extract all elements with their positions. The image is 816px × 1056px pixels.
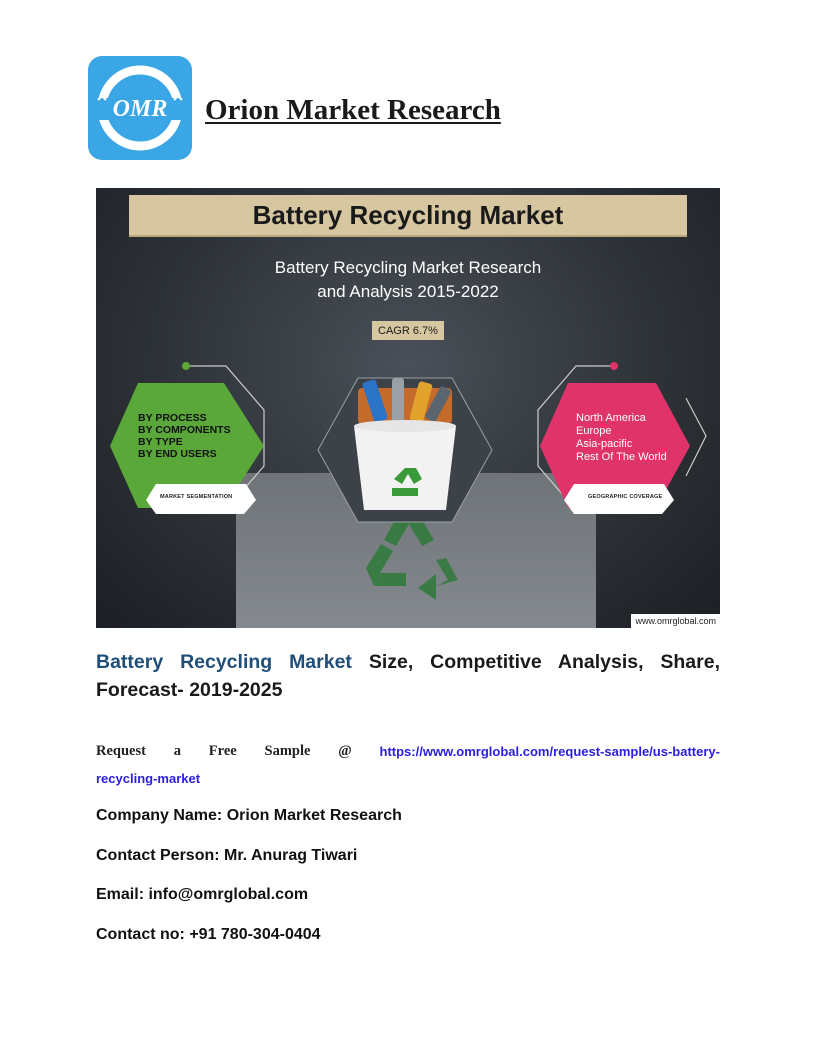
geography-item: Asia-pacific — [576, 438, 633, 450]
omr-logo — [88, 56, 192, 160]
company-title[interactable]: Orion Market Research — [205, 94, 501, 126]
email: Email: info@omrglobal.com — [96, 886, 309, 903]
segmentation-item: BY PROCESS — [138, 412, 207, 424]
sample-word: Request — [96, 743, 146, 759]
geography-item: Rest Of The World — [576, 451, 667, 463]
segmentation-item: BY END USERS — [138, 448, 217, 460]
banner-title: Battery Recycling Market — [129, 195, 687, 235]
contact-person: Contact Person: Mr. Anurag Tiwari — [96, 847, 358, 864]
banner-image — [96, 188, 720, 628]
segmentation-caption: MARKET SEGMENTATION — [160, 494, 233, 500]
sample-word: a — [173, 743, 181, 759]
request-sample-line — [96, 738, 720, 765]
geography-list — [576, 412, 667, 464]
geography-caption: GEOGRAPHIC COVERAGE — [588, 494, 663, 500]
geography-item: North America — [576, 412, 646, 424]
banner-subtitle-line1: Battery Recycling Market Research — [274, 258, 542, 277]
sample-word: Sample — [264, 743, 311, 759]
banner-subtitle — [208, 256, 608, 304]
segmentation-list — [138, 412, 231, 460]
sample-word: @ — [338, 743, 352, 759]
banner-watermark: www.omrglobal.com — [631, 614, 720, 628]
request-sample — [96, 738, 720, 792]
headline-rest: Size, Competitive Analysis, Share, Forecast- 2019-2025 — [96, 651, 720, 701]
headline-accent: Battery Recycling Market — [96, 651, 352, 673]
geography-item: Europe — [576, 425, 612, 437]
banner-subtitle-line2: and Analysis 2015-2022 — [317, 282, 499, 301]
segmentation-item: BY TYPE — [138, 436, 183, 448]
company-name: Company Name: Orion Market Research — [96, 807, 402, 824]
right-dot-icon — [610, 362, 618, 370]
sample-word: Free — [208, 743, 237, 759]
logo-lettering: OMR — [112, 96, 168, 122]
cagr-badge: CAGR 6.7% — [372, 321, 444, 340]
battery-bucket-icon — [354, 378, 456, 510]
left-dot-icon — [182, 362, 190, 370]
sample-link-part2[interactable]: recycling-market — [96, 771, 201, 786]
sample-link-part1[interactable]: https://www.omrglobal.com/request-sample/us-battery- — [379, 744, 720, 759]
recycle-symbol-icon — [366, 518, 458, 600]
segmentation-item: BY COMPONENTS — [138, 424, 231, 436]
contact-number: Contact no: +91 780-304-0404 — [96, 926, 321, 943]
article-headline — [96, 648, 720, 704]
